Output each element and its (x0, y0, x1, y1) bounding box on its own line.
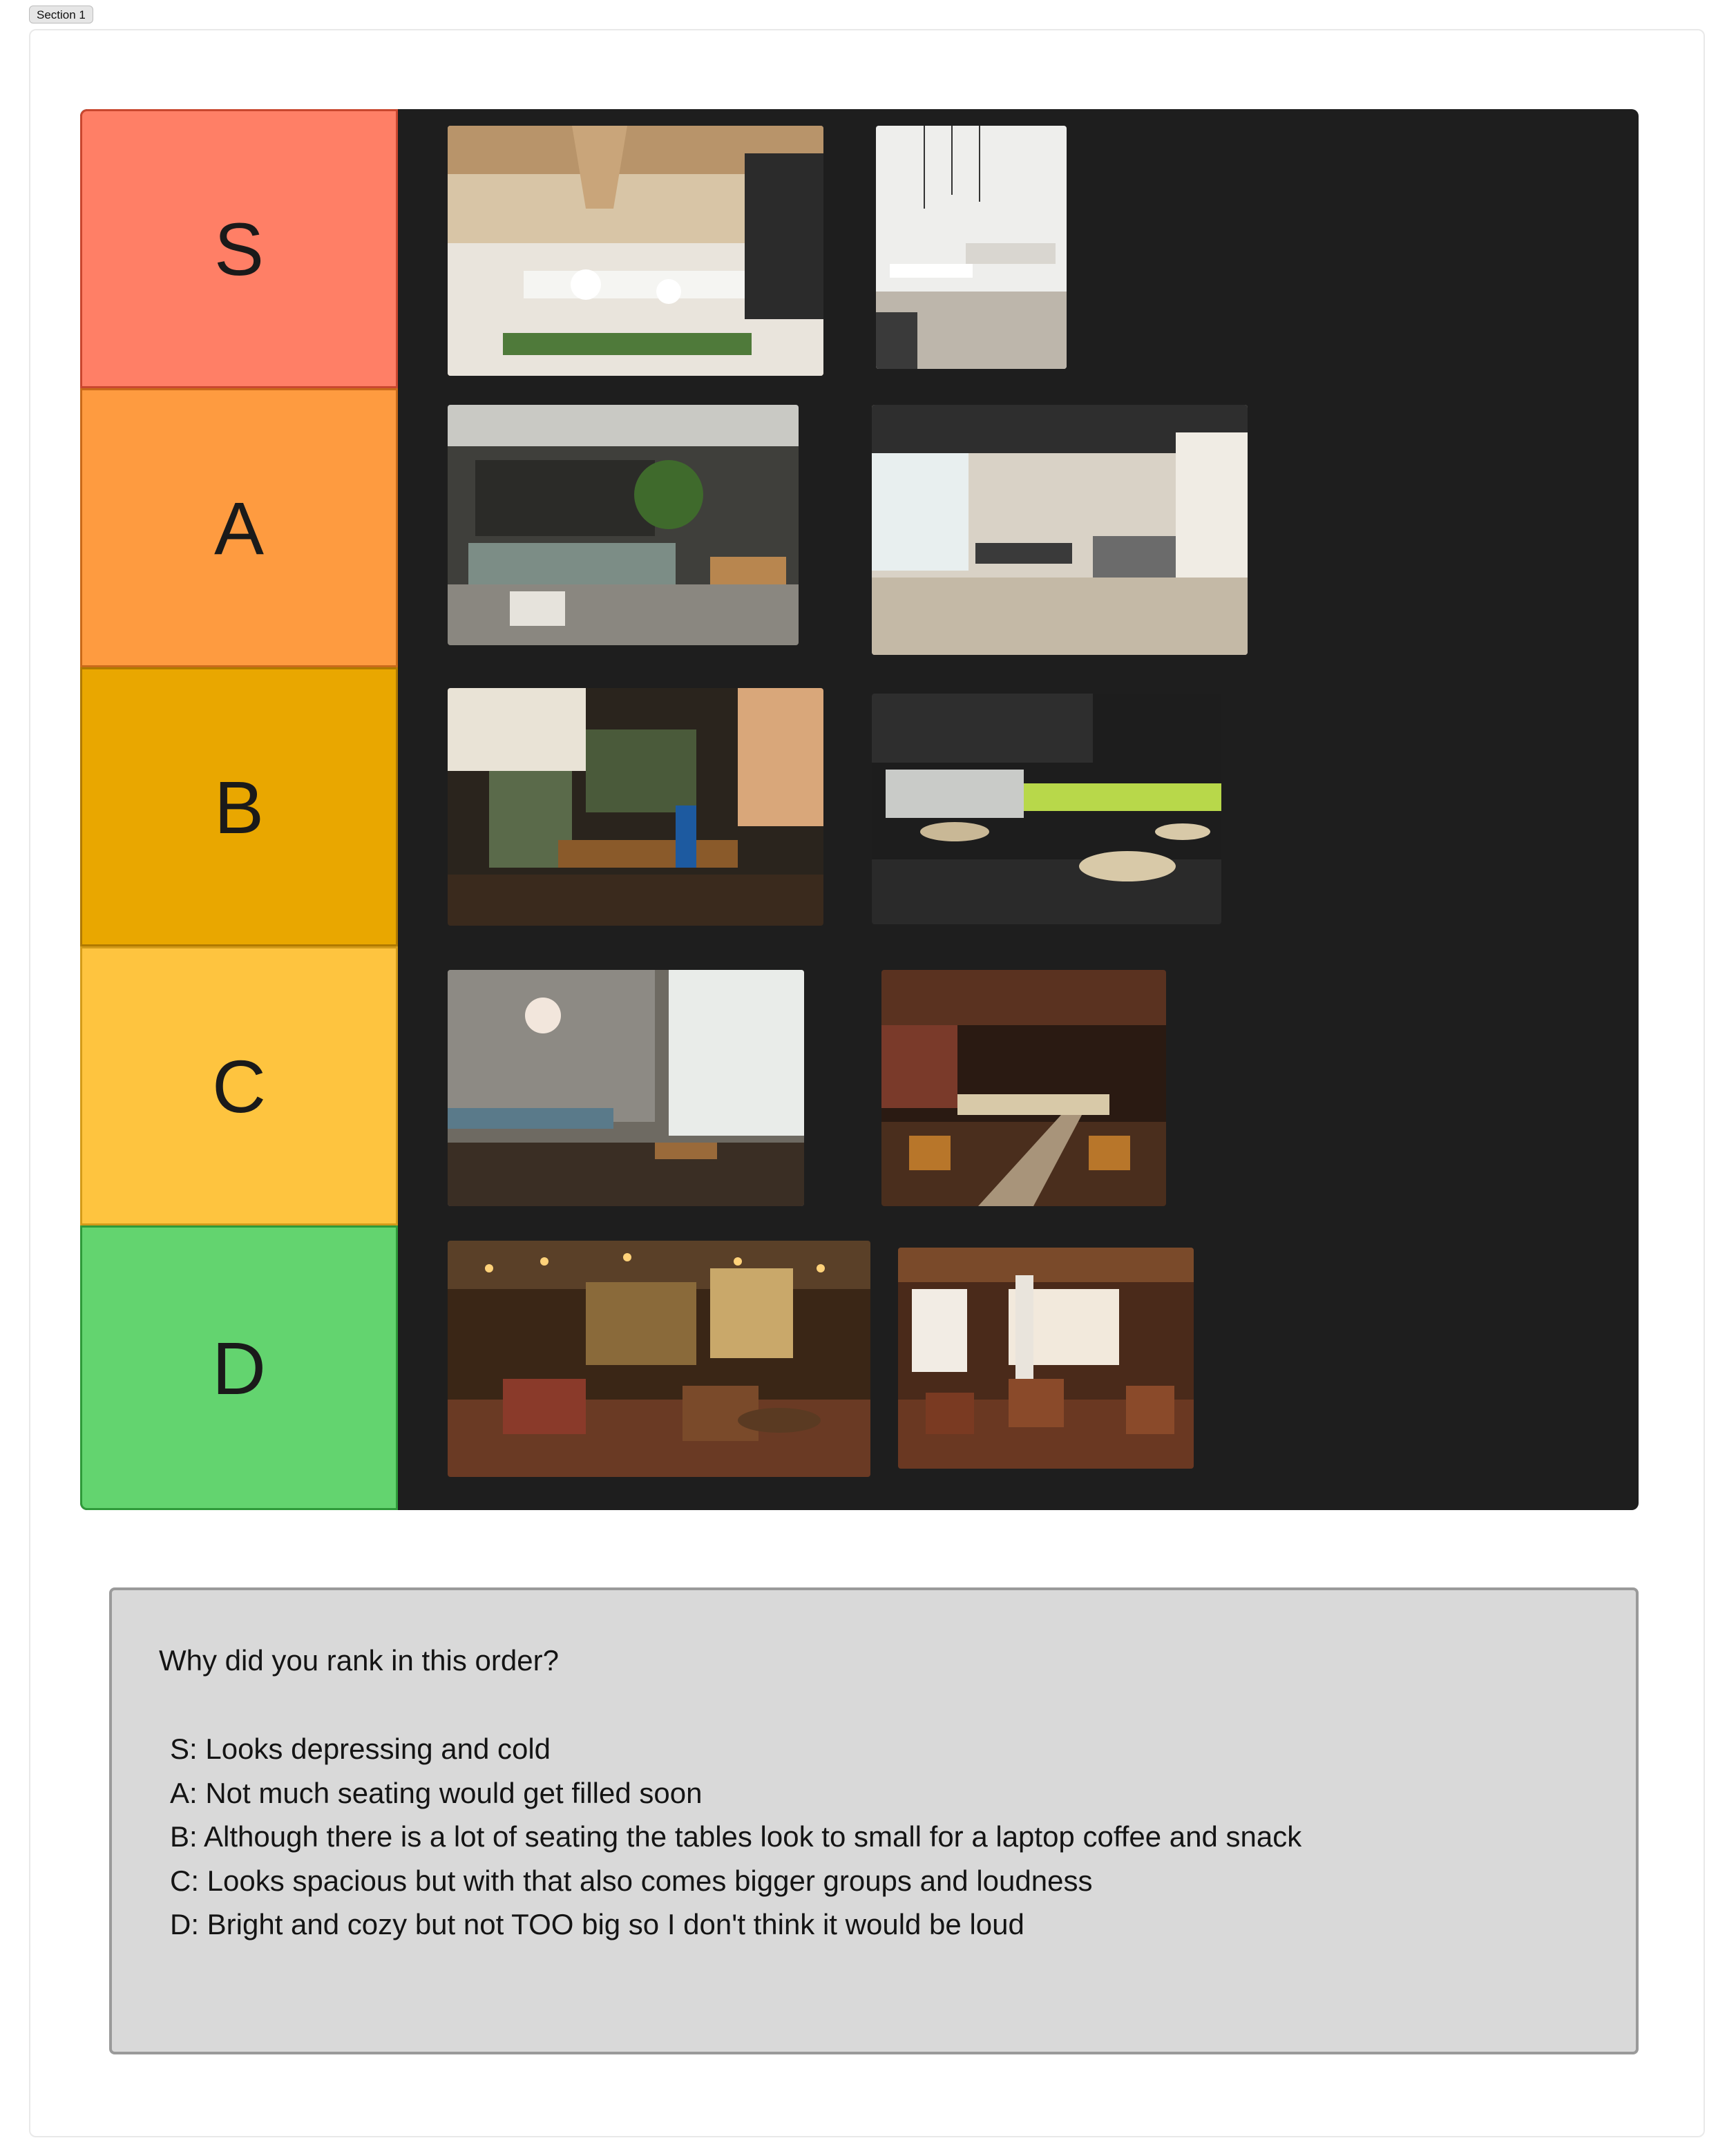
cafe-photo-image (448, 688, 823, 926)
tier-label-s: S (80, 109, 398, 388)
tier-d-photo-2[interactable] (898, 1248, 1194, 1469)
tier-label-b: B (80, 667, 398, 946)
note-line-s: S: Looks depressing and cold (170, 1733, 551, 1765)
tier-label-a: A (80, 388, 398, 667)
note-line-c: C: Looks spacious but with that also comes bigger groups and loudness (170, 1864, 1093, 1897)
tier-c-photo-1[interactable] (448, 970, 804, 1206)
cafe-photo-image (448, 1241, 870, 1477)
tier-b-photo-2[interactable] (872, 694, 1221, 924)
ranking-explanation-textbox[interactable] (109, 1587, 1639, 2054)
cafe-photo-image (872, 405, 1248, 655)
cafe-photo-image (448, 970, 804, 1206)
tier-label-d: D (80, 1225, 398, 1510)
cafe-photo-image (876, 126, 1067, 369)
tier-s-photo-2[interactable] (876, 126, 1067, 369)
tier-d-photo-1[interactable] (448, 1241, 870, 1477)
cafe-photo-image (881, 970, 1166, 1206)
section-label[interactable]: Section 1 (29, 6, 93, 23)
note-line-a: A: Not much seating would get filled soon (170, 1776, 703, 1809)
tier-c-photo-2[interactable] (881, 970, 1166, 1206)
tier-a-photo-1[interactable] (448, 405, 799, 645)
tier-a-photo-2[interactable] (872, 405, 1248, 655)
cafe-photo-image (448, 405, 799, 645)
cafe-photo-image (898, 1248, 1194, 1469)
note-line-b: B: Although there is a lot of seating the tables look to small for a laptop coffee and snack (170, 1820, 1302, 1853)
tier-label-c: C (80, 946, 398, 1225)
tier-list-board (80, 109, 1639, 1510)
note-question: Why did you rank in this order? (159, 1644, 559, 1677)
tier-s-photo-1[interactable] (448, 126, 823, 376)
cafe-photo-image (448, 126, 823, 376)
note-line-d: D: Bright and cozy but not TOO big so I don't think it would be loud (170, 1908, 1024, 1940)
tier-b-photo-1[interactable] (448, 688, 823, 926)
cafe-photo-image (872, 694, 1221, 924)
